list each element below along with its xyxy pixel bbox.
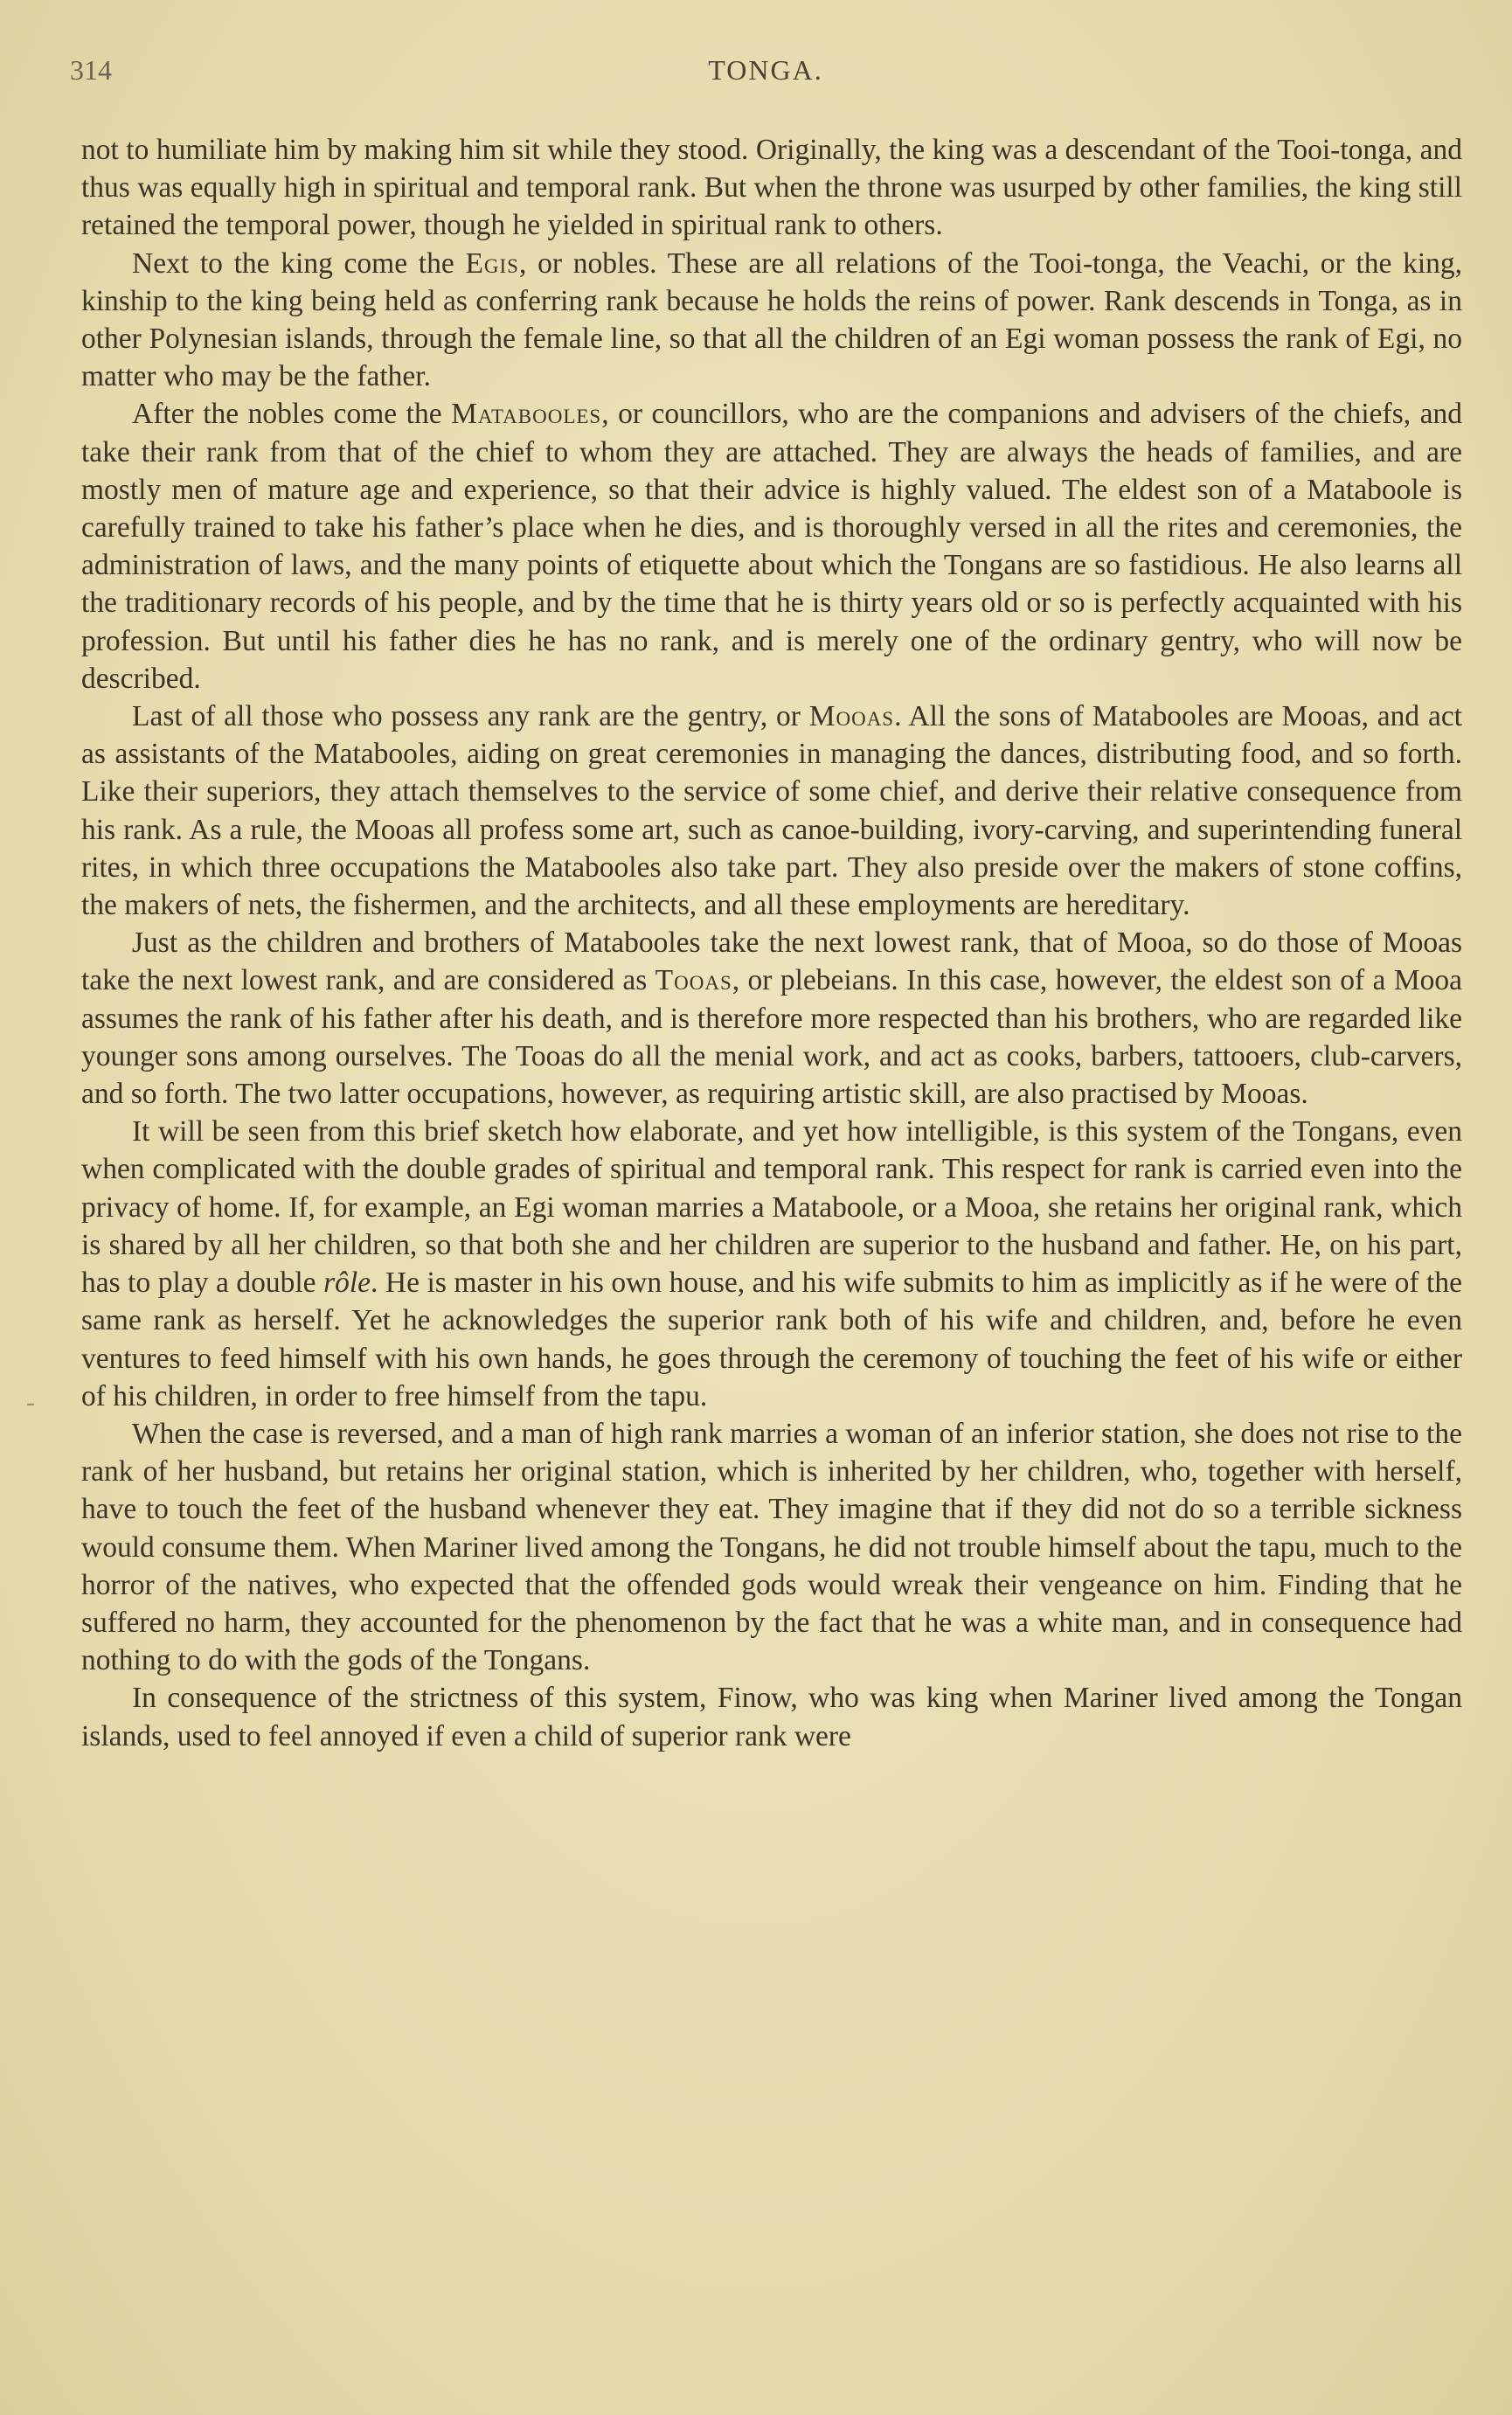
text-run: . All the sons of Matabooles are Mooas, and act as assistants of the Matabooles, aiding on great ceremonies in managing the dances, distributing food, and so forth. Like their superiors, they attach themselves to the service of some chief, and derive their relative consequence from his rank. As a rule, the Mooas all profess some art, such as canoe-building, ivory-carving, and superintending funeral rites, in which three occupations the Matabooles also take part. They also preside over the makers of stone coffins, the makers of nets, the fishermen, and the architects, and all these employments are hereditary. — [81, 700, 1462, 922]
text-run: It will be seen from this brief sketch how elaborate, and yet how intelligible, is this system of the Tongans, even when complicated with the double grades of spiritual and temporal rank. This respect for rank is carried even into the privacy of home. If, for example, an Egi woman marries a Mataboole, or a Mooa, she retains her original rank, which is shared by all her children, so that both she and her children are superior to the husband and father. He, on his part, has to play a double — [81, 1115, 1462, 1300]
paragraph — [81, 395, 1462, 697]
paragraph — [81, 697, 1462, 924]
running-title: TONGA. — [708, 54, 823, 86]
rank-term: Matabooles — [451, 398, 602, 431]
rank-term: Tooas — [655, 964, 732, 997]
paragraph — [81, 1679, 1462, 1754]
text-run: , or nobles. These are all relations of the Tooi-tonga, the Veachi, or the king, kinship to the king being held as conferring rank because he holds the reins of power. Rank descends in Tonga, as in other Polynesian islands, through the female line, so that all the children of an Egi woman possess the rank of Egi, no matter who may be the father. — [81, 246, 1462, 393]
text-run: not to humiliate him by making him sit while they stood. Originally, the king was a descendant of the Tooi-tonga, and thus was equally high in spiritual and temporal rank. But when the throne was usurped by other families, the king still retained the temporal power, though he yielded in spiritual rank to others. — [81, 134, 1462, 242]
italic-term: rôle — [323, 1266, 371, 1300]
margin-mark: - — [26, 1388, 35, 1417]
body-text — [81, 131, 1462, 1755]
paragraph — [81, 131, 1462, 245]
paragraph — [81, 1415, 1462, 1679]
text-run: , or plebeians. In this case, however, the eldest son of a Mooa assumes the rank of his father after his death, and is therefore more respected than his brothers, who are regarded like younger sons among ourselves. The Tooas do all the menial work, and act as cooks, barbers, tattooers, club-carvers, and so forth. The two latter occupations, however, as requiring artistic skill, are also practised by Mooas. — [81, 964, 1462, 1111]
paragraph — [81, 1113, 1462, 1415]
paragraph — [81, 924, 1462, 1113]
page-number: 314 — [70, 54, 112, 86]
text-run: Just as the children and brothers of Matabooles take the next lowest rank, that of Mooa, so do those of Mooas take the next lowest rank, and are considered as — [81, 926, 1462, 997]
rank-term: Egis — [465, 246, 519, 280]
text-run: Next to the king come the — [132, 246, 466, 280]
text-run: . He is master in his own house, and his wife submits to him as implicitly as if he were of the same rank as herself. Yet he acknowledges the superior rank both of his wife and children, and, before he even ventures to feed himself with his own hands, he goes through the ceremony of touching the feet of his wife or either of his children, in order to free himself from the tapu. — [81, 1266, 1462, 1412]
running-header — [70, 54, 1461, 93]
text-run: When the case is reversed, and a man of high rank marries a woman of an inferior station, she does not rise to the rank of her husband, but retains her original station, which is inherited by her children, who, together with herself, have to touch the feet of the husband whenever they eat. They imagine that if they did not do so a terrible sickness would consume them. When Mariner lived among the Tongans, he did not trouble himself about the tapu, much to the horror of the natives, who expected that the offended gods would wreak their vengeance on him. Finding that he suffered no harm, they accounted for the phenomenon by the fact that he was a white man, and in consequence had nothing to do with the gods of the Tongans. — [81, 1417, 1462, 1677]
text-run: Last of all those who possess any rank are the gentry, or — [132, 700, 809, 733]
text-run: , or councillors, who are the companions and advisers of the chiefs, and take their rank from that of the chief to whom they are attached. They are always the heads of families, and are mostly men of mature age and experience, so that their advice is highly valued. The eldest son of a Mataboole is carefully trained to take his father’s place when he dies, and is thoroughly versed in all the rites and ceremonies, the administration of laws, and the many points of etiquette about which the Tongans are so fastidious. He also learns all the traditionary records of his people, and by the time that he is thirty years old or so is perfectly acquainted with his profession. But until his father dies he has no rank, and is merely one of the ordinary gentry, who will now be described. — [81, 398, 1462, 695]
rank-term: Mooas — [808, 700, 895, 733]
paragraph — [81, 245, 1462, 396]
text-run: After the nobles come the — [132, 398, 452, 431]
text-run: In consequence of the strictness of this system, Finow, who was king when Mariner lived among the Tongan islands, used to feel annoyed if even a child of superior rank were — [81, 1682, 1462, 1752]
